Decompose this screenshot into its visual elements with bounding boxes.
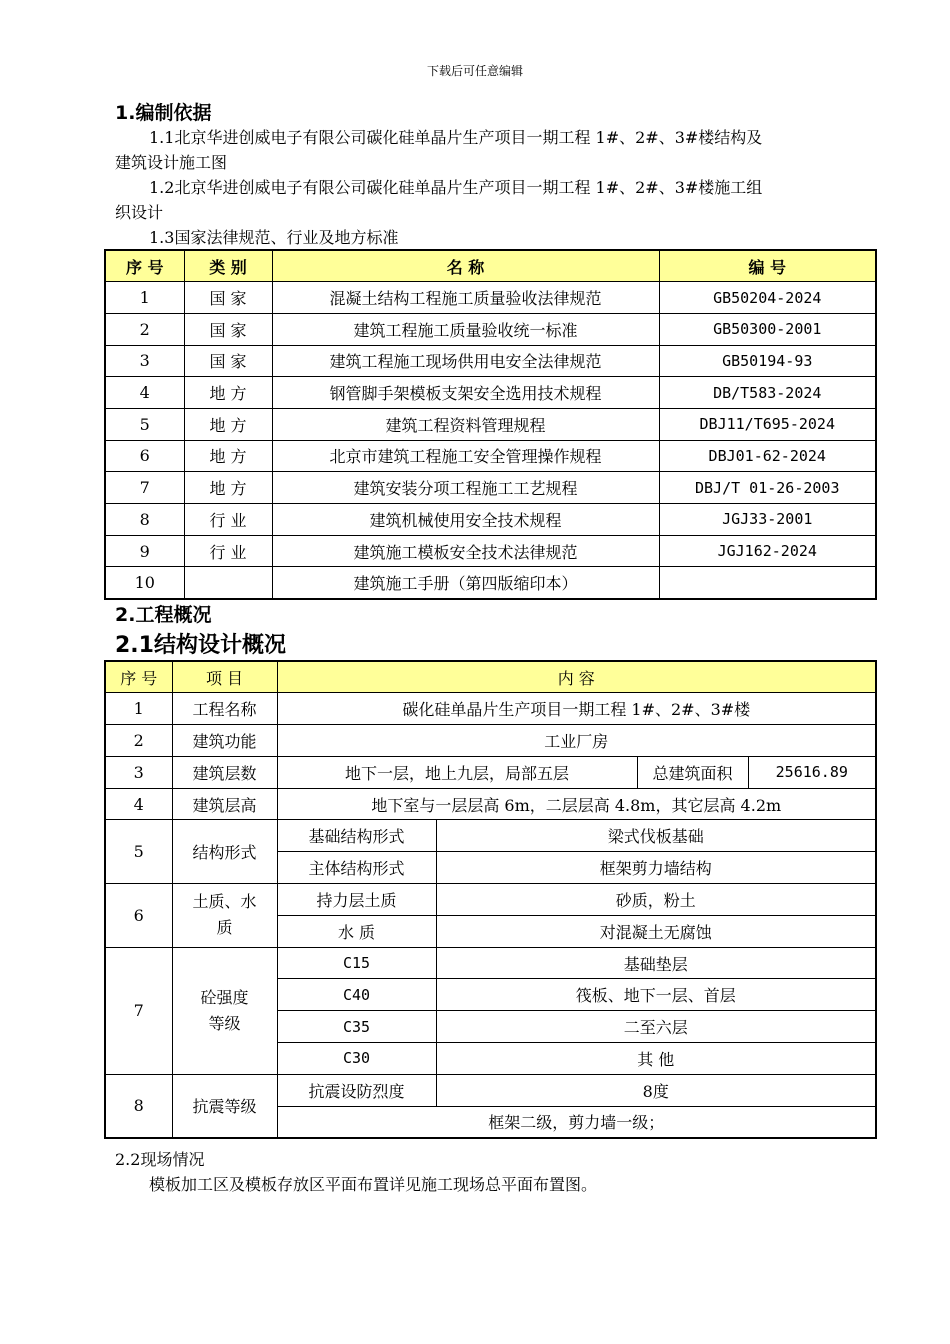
para-1-1-line2: 建筑设计施工图 (115, 153, 228, 172)
para-1-1-line1: 1.1北京华进创威电子有限公司碳化硅单晶片生产项目一期工程 1#、2#、3#楼结构及 (149, 128, 763, 147)
cell-item: 建筑层高 (172, 788, 277, 820)
cell-category (184, 567, 272, 599)
table-row (105, 535, 876, 567)
table-row (105, 884, 876, 916)
cell-item: 结构形式 (172, 820, 277, 884)
table-header-row (105, 661, 876, 693)
cell-category: 行 业 (184, 504, 272, 536)
cell-grade-use: 基础垫层 (436, 947, 876, 979)
cell-item: 工程名称 (172, 693, 277, 725)
cell-sub-item: 持力层土质 (277, 884, 436, 916)
table-row (105, 504, 876, 536)
cell-category: 国 家 (184, 282, 272, 314)
table-row (105, 725, 876, 757)
cell-sub-item: 主体结构形式 (277, 852, 436, 884)
cell-category: 地 方 (184, 472, 272, 504)
cell-name: 北京市建筑工程施工安全管理操作规程 (272, 440, 659, 472)
cell-no: 2 (105, 725, 172, 757)
cell-name: 建筑工程资料管理规程 (272, 408, 659, 440)
cell-sub-item: 基础结构形式 (277, 820, 436, 852)
cell-category: 国 家 (184, 313, 272, 345)
section2-2 (115, 1147, 875, 1197)
cell-code: DBJ/T 01-26-2003 (659, 472, 876, 504)
cell-no: 5 (105, 408, 184, 440)
cell-area-label: 总建筑面积 (637, 756, 748, 788)
section1-paragraphs (115, 125, 875, 250)
cell-grade-use: 筏板、地下一层、首层 (436, 979, 876, 1011)
table-row (105, 313, 876, 345)
para-1-2-line1: 1.2北京华进创威电子有限公司碳化硅单晶片生产项目一期工程 1#、2#、3#楼施工组 (149, 178, 763, 197)
cell-area-value: 25616.89 (748, 756, 876, 788)
cell-code (659, 567, 876, 599)
header-no: 序 号 (105, 661, 172, 693)
cell-sub-item: 抗震设防烈度 (277, 1074, 436, 1106)
table-row (105, 693, 876, 725)
cell-code: GB50204-2024 (659, 282, 876, 314)
cell-no: 8 (105, 1074, 172, 1138)
cell-no: 10 (105, 567, 184, 599)
header-note: 下载后可任意编辑 (426, 64, 523, 78)
cell-code: GB50300-2001 (659, 313, 876, 345)
cell-no: 3 (105, 756, 172, 788)
table-row (105, 408, 876, 440)
cell-item: 抗震等级 (172, 1074, 277, 1138)
cell-no: 5 (105, 820, 172, 884)
header-code: 编 号 (659, 250, 876, 282)
cell-no: 9 (105, 535, 184, 567)
cell-category: 地 方 (184, 408, 272, 440)
cell-category: 地 方 (184, 440, 272, 472)
cell-grade-use: 其 他 (436, 1043, 876, 1075)
cell-item: 建筑层数 (172, 756, 277, 788)
cell-category: 地 方 (184, 377, 272, 409)
table-row (105, 947, 876, 979)
table-row (105, 345, 876, 377)
cell-code: DBJ11/T695-2024 (659, 408, 876, 440)
cell-code: DB/T583-2024 (659, 377, 876, 409)
section2-2-title: 2.2现场情况 (115, 1150, 205, 1169)
cell-category: 行 业 (184, 535, 272, 567)
cell-content: 碳化硅单晶片生产项目一期工程 1#、2#、3#楼 (277, 693, 876, 725)
cell-no: 6 (105, 884, 172, 948)
cell-sub-item: 水 质 (277, 915, 436, 947)
table-row (105, 472, 876, 504)
overview-table (104, 660, 877, 1139)
table-header-row (105, 250, 876, 282)
section2-2-text: 模板加工区及模板存放区平面布置详见施工现场总平面布置图。 (149, 1175, 598, 1194)
cell-category: 国 家 (184, 345, 272, 377)
table-row (105, 377, 876, 409)
cell-name: 建筑机械使用安全技术规程 (272, 504, 659, 536)
cell-grade-use: 二至六层 (436, 1011, 876, 1043)
cell-name: 建筑工程施工质量验收统一标准 (272, 313, 659, 345)
cell-code: DBJ01-62-2024 (659, 440, 876, 472)
table-row (105, 440, 876, 472)
cell-code: GB50194-93 (659, 345, 876, 377)
cell-name: 建筑工程施工现场供用电安全法律规范 (272, 345, 659, 377)
table-row (105, 282, 876, 314)
cell-item: 建筑功能 (172, 725, 277, 757)
table-row (105, 1074, 876, 1106)
cell-sub-value: 梁式伐板基础 (436, 820, 876, 852)
cell-sub-value: 砂质，粉土 (436, 884, 876, 916)
table-row (105, 820, 876, 852)
cell-no: 1 (105, 693, 172, 725)
cell-name: 建筑施工手册（第四版缩印本） (272, 567, 659, 599)
cell-name: 混凝土结构工程施工质量验收法律规范 (272, 282, 659, 314)
header-content: 内 容 (277, 661, 876, 693)
cell-no: 2 (105, 313, 184, 345)
standards-table (104, 249, 877, 600)
cell-content: 地下一层，地上九层，局部五层 (277, 756, 637, 788)
cell-item: 砼强度等级 (172, 947, 277, 1074)
section2-1-title: 2.1结构设计概况 (115, 633, 286, 658)
cell-no: 7 (105, 947, 172, 1074)
cell-sub-value: 框架二级，剪力墙一级； (277, 1106, 876, 1138)
cell-no: 4 (105, 377, 184, 409)
cell-no: 1 (105, 282, 184, 314)
cell-no: 8 (105, 504, 184, 536)
cell-name: 建筑安装分项工程施工工艺规程 (272, 472, 659, 504)
cell-no: 7 (105, 472, 184, 504)
cell-grade: C30 (277, 1043, 436, 1075)
header-category: 类 别 (184, 250, 272, 282)
cell-grade: C40 (277, 979, 436, 1011)
cell-name: 建筑施工模板安全技术法律规范 (272, 535, 659, 567)
cell-name: 钢管脚手架模板支架安全选用技术规程 (272, 377, 659, 409)
cell-sub-value: 框架剪力墙结构 (436, 852, 876, 884)
cell-no: 3 (105, 345, 184, 377)
header-item: 项 目 (172, 661, 277, 693)
cell-grade: C15 (277, 947, 436, 979)
para-1-2-line2: 织设计 (115, 203, 164, 222)
cell-no: 4 (105, 788, 172, 820)
cell-content: 地下室与一层层高 6m，二层层高 4.8m，其它层高 4.2m (277, 788, 876, 820)
cell-code: JGJ33-2001 (659, 504, 876, 536)
cell-item: 土质、水质 (172, 884, 277, 948)
para-1-3: 1.3国家法律规范、行业及地方标准 (149, 228, 399, 247)
header-name: 名 称 (272, 250, 659, 282)
table-row (105, 788, 876, 820)
cell-sub-value: 8度 (436, 1074, 876, 1106)
section2-title: 2.工程概况 (115, 604, 212, 626)
cell-sub-value: 对混凝土无腐蚀 (436, 915, 876, 947)
cell-no: 6 (105, 440, 184, 472)
cell-code: JGJ162-2024 (659, 535, 876, 567)
section1-title: 1.编制依据 (115, 102, 212, 124)
cell-content: 工业厂房 (277, 725, 876, 757)
table-row (105, 567, 876, 599)
table-row (105, 756, 876, 788)
header-no: 序 号 (105, 250, 184, 282)
cell-grade: C35 (277, 1011, 436, 1043)
